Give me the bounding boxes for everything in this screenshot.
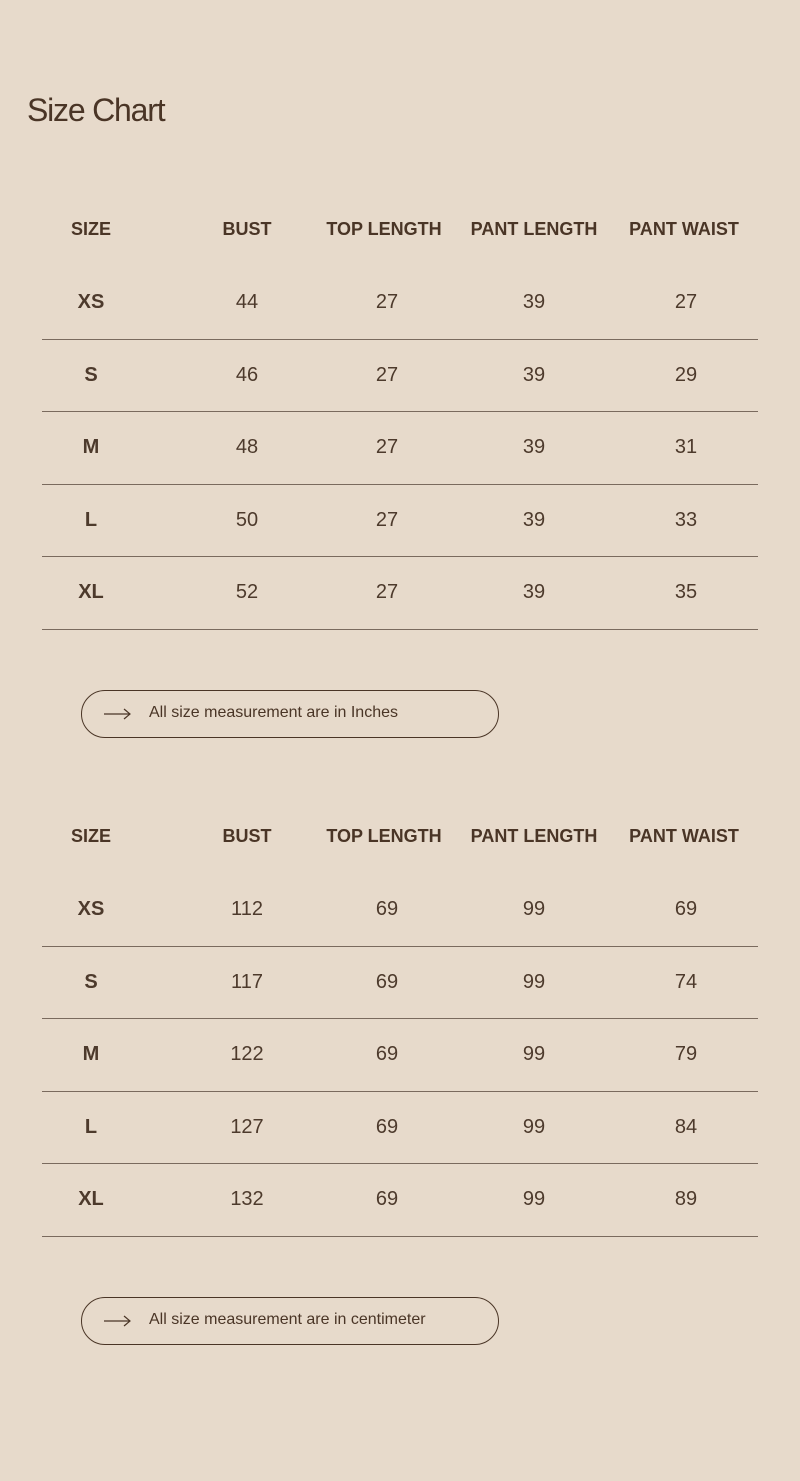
pant-waist-cell: 79 (674, 1043, 698, 1065)
pant-waist-cell: 35 (674, 581, 698, 603)
arrow-right-icon (104, 1314, 132, 1328)
table-row (42, 1092, 758, 1165)
pant-waist-cell: 89 (674, 1188, 698, 1210)
table-row (42, 1164, 758, 1237)
table-row (42, 1019, 758, 1092)
pant-length-cell: 39 (522, 508, 546, 531)
column-header-top-length: TOP LENGTH (326, 826, 442, 846)
unit-note-text: All size measurement are in Inches (149, 704, 398, 721)
column-header-size: SIZE (70, 219, 112, 239)
top-length-cell: 69 (375, 1188, 399, 1210)
column-header-pant-length: PANT LENGTH (470, 826, 598, 846)
pant-length-cell: 99 (522, 898, 546, 920)
bust-cell: 112 (231, 898, 263, 920)
size-cell: L (84, 508, 98, 531)
pant-length-cell: 99 (522, 1188, 546, 1210)
pant-length-cell: 39 (522, 363, 546, 386)
pant-waist-cell: 69 (674, 898, 698, 920)
bust-cell: 117 (231, 970, 263, 993)
size-cell: S (84, 970, 98, 993)
bust-cell: 132 (230, 1188, 264, 1210)
pant-waist-cell: 33 (674, 508, 698, 531)
top-length-cell: 27 (375, 508, 399, 531)
column-header-bust: BUST (222, 219, 272, 239)
top-length-cell: 69 (375, 1043, 399, 1065)
size-table-inches (0, 205, 800, 630)
bust-cell: 122 (230, 1043, 264, 1065)
unit-note-text: All size measurement are in centimeter (149, 1311, 426, 1328)
pant-waist-cell: 29 (674, 363, 698, 386)
column-header-pant-length: PANT LENGTH (470, 219, 598, 239)
page-title: Size Chart (27, 92, 165, 128)
pant-waist-cell: 31 (674, 436, 698, 458)
pant-length-cell: 39 (522, 436, 546, 458)
table-row (42, 874, 758, 947)
pant-length-cell: 99 (522, 1115, 546, 1138)
bust-cell: 46 (235, 363, 259, 386)
top-length-cell: 27 (375, 291, 399, 313)
pant-waist-cell: 84 (674, 1115, 698, 1138)
size-table-centimeter (0, 812, 800, 1237)
pant-waist-cell: 27 (674, 291, 698, 313)
table-row (42, 412, 758, 485)
size-cell: M (82, 436, 100, 458)
column-header-top-length: TOP LENGTH (326, 219, 442, 239)
size-cell: M (82, 1043, 100, 1065)
pant-length-cell: 99 (522, 970, 546, 993)
top-length-cell: 27 (375, 436, 399, 458)
pant-length-cell: 39 (522, 581, 546, 603)
size-cell: S (84, 363, 98, 386)
size-cell: XL (78, 1188, 104, 1210)
top-length-cell: 69 (375, 898, 399, 920)
table-header (0, 812, 800, 864)
arrow-right-icon (104, 707, 132, 721)
bust-cell: 48 (235, 436, 259, 458)
column-header-size: SIZE (70, 826, 112, 846)
pant-waist-cell: 74 (674, 970, 698, 993)
table-row (42, 267, 758, 340)
size-cell: XS (77, 898, 105, 920)
top-length-cell: 69 (375, 1115, 399, 1138)
top-length-cell: 27 (375, 581, 399, 603)
unit-note-centimeter (81, 1297, 499, 1345)
unit-note-inches (81, 690, 499, 738)
table-row (42, 485, 758, 558)
table-row (42, 340, 758, 413)
table-header (0, 205, 800, 257)
bust-cell: 52 (235, 581, 259, 603)
top-length-cell: 27 (375, 363, 399, 386)
pant-length-cell: 39 (522, 291, 546, 313)
bust-cell: 127 (230, 1115, 264, 1138)
size-cell: L (84, 1115, 98, 1138)
top-length-cell: 69 (375, 970, 399, 993)
pant-length-cell: 99 (522, 1043, 546, 1065)
size-cell: XL (78, 581, 104, 603)
size-cell: XS (77, 291, 105, 313)
column-header-bust: BUST (222, 826, 272, 846)
column-header-pant-waist: PANT WAIST (629, 826, 739, 846)
bust-cell: 44 (235, 291, 259, 313)
table-row (42, 947, 758, 1020)
bust-cell: 50 (235, 508, 259, 531)
table-row (42, 557, 758, 630)
column-header-pant-waist: PANT WAIST (629, 219, 739, 239)
